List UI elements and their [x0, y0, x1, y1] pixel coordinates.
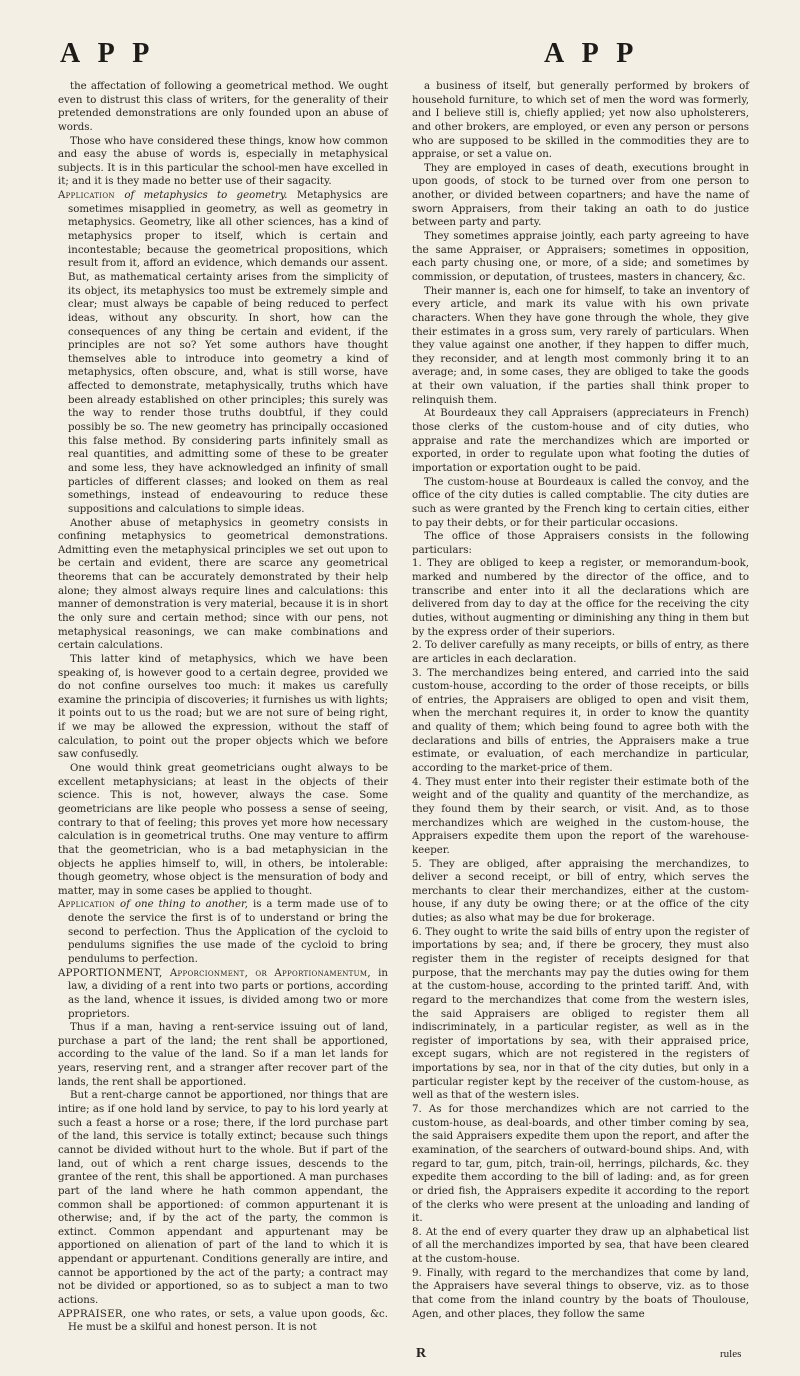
entry-subhead: of one thing to another, — [120, 899, 253, 911]
numbered-paragraph: 9. Finally, with regard to the merchandizes that come by land, the Appraisers have several things to observe, viz. as to those that come from the inland country by the boats of Thoulouse, Agen, and other places, they follow the same — [412, 1267, 749, 1320]
paragraph: the affectation of following a geometrical method. We ought even to distrust this class of writers, for the generality of their pretended demonstrations are only founded upon an abuse of words. — [58, 81, 388, 133]
dictionary-entry — [58, 967, 388, 1022]
entry-headword: Application — [58, 899, 121, 911]
dictionary-entry — [58, 898, 388, 966]
dictionary-entry — [58, 1308, 388, 1335]
paragraph: Another abuse of metaphysics in geometry consists in confining metaphysics to geometrical demonstrations. Admitting even the metaphysical principles we set out upon to be certain and evident, there are scarce any geometrical theorems that can be accurately demonstrated by their help alone; they almost always require lines and calculations: this manner of demonstration is very material, because it is in short the only sure and certain method; since with our pens, not metaphysical reasonings, we can make combinations and certain calculations. — [58, 517, 388, 652]
paragraph: They sometimes appraise jointly, each party agreeing to have the same Appraiser, or Appraisers; sometimes in opposition, each party chusing one, or more, of a side; and sometimes by commission, or deputation, of trustees, masters in chancery, &c. — [412, 231, 749, 283]
entry-text: one who rates, or sets, a value upon goods, &c. He must be a skilful and honest person. It is not — [68, 1308, 389, 1334]
paragraph: Thus if a man, having a rent-service issuing out of land, purchase a part of the land; the rent shall be apportioned, according to the value of the land. So if a man let lands for years, reserving rent, and a stranger after recover part of the lands, the rent shall be apportioned. — [58, 1022, 388, 1088]
numbered-paragraph: 1. They are obliged to keep a register, or memorandum-book, marked and numbered by the director of the office, and to transcribe and enter into it all the declarations which are delivered from day to day at the office for the receiving the city duties, without augmenting or diminishing any thing in them but by the express order of their superiors. — [412, 558, 749, 638]
paragraph: They are employed in cases of death, executions brought in upon goods, of stock to be turned over from one person to another, or divided between copartners; and have the name of sworn Appraisers, from their taking an oath to do justice between party and party. — [412, 162, 749, 229]
signature-mark: R — [416, 1346, 427, 1361]
paragraph: Their manner is, each one for himself, to take an inventory of every article, and mark its value with his own private characters. When they have gone through the whole, they give their estimates in a gross sum, very rarely of particulars. When they value against one another, if they happen to differ much, they reconsider, and at length most commonly bring it to an average; and, in some cases, they are obliged to take the goods at their own valuation, if the parties shall think proper to relinquish them. — [412, 285, 749, 406]
entry-headword: APPRAISER, — [58, 1308, 132, 1320]
entry-headword: APPORTIONMENT, Apporcionment, or Apportionamentum, — [58, 967, 379, 979]
catchword: rules — [720, 1348, 742, 1360]
paragraph: a business of itself, but generally performed by brokers of household furniture, to which set of men the word was formerly, and I believe still is, chiefly applied; yet now also upholsterers, and other brokers, are employed, or even any person or persons who are supposed to be skilled in the commodities they are to appraise, or set a value on. — [412, 81, 749, 161]
paragraph: This latter kind of metaphysics, which we have been speaking of, is however good to a certain degree, provided we do not confine ourselves too much: it makes us carefully examine the principia of discoveries; it furnishes us with lights; it points out to us the road; but we are not sure of being right, if we may be allowed the expression, without the staff of calculation, to point out the proper objects which we before saw confusedly. — [58, 653, 388, 761]
numbered-paragraph: 5. They are obliged, after appraising the merchandizes, to deliver a second receipt, or bill of entry, which serves the merchants to clear their merchandizes, either at the custom-house, if any duty be owing there; or at the office of the city duties; as also what may be due for brokerage. — [412, 858, 749, 925]
entry-text: is a term made use of to denote the service the first is of to understand or bring the second to perfection. Thus the Application of the cycloid to pendulums signifies the use made of the cycloid to bring pendulums to perfection. — [68, 899, 388, 965]
paragraph: Those who have considered these things, know how common and easy the abuse of words is, especially in metaphysical subjects. It is in this particular the school-men have excelled in it; and it is they made no better use of their sagacity. — [58, 135, 388, 188]
entry-text: Metaphysics are sometimes misapplied in geometry, as well as geometry in metaphysics. Geometry, like all other sciences, has a kind of metaphysics proper to itself, which is certain and incontestable; because the geometrical propositions, which result from it, afford an evidence, which demands our assent. But, as mathematical certainty arises from the simplicity of its object, its metaphysics too must be extremely simple and clear; must always be capable of being reduced to perfect ideas, without any obscurity. In short, how can the consequences of any thing be certain and evident, if the principles are not so? Yet some authors have thought themselves able to introduce into geometry a kind of metaphysics, often obscure, and, what is still worse, have affected to demonstrate, metaphysically, truths which have been already established on other principles; this surely was the way to render those truths doubtful, if they could possibly be so. The new geometry has principally occasioned this false method. By considering parts infinitely small as real quantities, and admitting some of these to be greater and some less, they have acknowledged an infinity of small particles of different classes; and looked on them as real somethings, instead of endeavouring to reduce these suppositions and calculations to simple ideas. — [68, 190, 388, 515]
paragraph: The office of those Appraisers consists in the following particulars: — [412, 531, 749, 556]
paragraph: But a rent-charge cannot be apportioned, nor things that are intire; as if one hold land by service, to pay to his lord yearly at such a feast a horse or a rose; there, if the lord purchase part of the land, this service is totally extinct; because such things cannot be divided without hurt to the whole. But if part of the land, out of which a rent charge issues, descends to the grantee of the rent, this shall be apportioned. A man purchases part of the land where he hath common appendant, the common shall be apportioned: of common appurtenant it is otherwise; and, if by the act of the party, the common is extinct. Common appendant and appurtenant may be apportioned on alienation of part of the land to which it is appendant or appurtenant. Conditions generally are intire, and cannot be apportioned by the act of the party; a contract may not be divided or apportioned, so as to subject a man to two actions. — [58, 1090, 388, 1307]
paragraph: The custom-house at Bourdeaux is called the convoy, and the office of the city duties is called comptablie. The city duties are such as were granted by the French king to certain cities, either to pay their debts, or for their particular occasions. — [412, 476, 749, 529]
numbered-paragraph: 8. At the end of every quarter they draw up an alphabetical list of all the merchandizes imported by sea, that have been cleared at the custom-house. — [412, 1226, 749, 1266]
paragraph: At Bourdeaux they call Appraisers (appreciateurs in French) those clerks of the custom-house and of city duties, who appraise and rate the merchandizes which are imported or exported, in order to regulate upon what footing the duties of importation or exportation ought to be paid. — [412, 408, 749, 474]
entry-subhead: of metaphysics to geometry. — [124, 190, 297, 202]
numbered-paragraph: 4. They must enter into their register their estimate both of the weight and of the quality and quantity of the merchandize, as they found them by their search, or visit. And, as to those merchandizes which are weighed in the custom-house, the Appraisers expedite them upon the report of the warehouse-keeper. — [412, 776, 749, 856]
numbered-paragraph: 7. As for those merchandizes which are not carried to the custom-house, as deal-boards, and other timber coming by sea, the said Appraisers expedite them upon the report, and after the examination, of the searchers of outward-bound ships. And, with regard to tar, gum, pitch, train-oil, herrings, pilchards, &c. they expedite them according to the bill of lading: and, as for green or dried fish, the Appraisers expedite it according to the report of the clerks who were present at the unloading and landing of it. — [412, 1104, 749, 1225]
running-head-left: A P P — [60, 38, 156, 69]
numbered-paragraph: 2. To deliver carefully as many receipts, or bills of entry, as there are articles in each declaration. — [412, 640, 749, 665]
dictionary-entry — [58, 189, 388, 516]
running-head-right: A P P — [544, 38, 640, 69]
entry-text: in law, a dividing of a rent into two parts or portions, according as the land, whence it issues, is divided among two or more proprietors. — [68, 967, 388, 1020]
numbered-paragraph: 6. They ought to write the said bills of entry upon the register of importations by sea; and, if there be grocery, they must also register them in the register of receipts designed for that purpose, that the merchants may pay the duties owing for them at the custom-house, according to the printed tariff. And, with regard to the merchandizes that come from the western isles, the said Appraisers are obliged to register them all indiscriminately, in a particular register, as well as in the register of importations by sea, with their appraised price, except sugars, which are not registered in the registers of importations by sea, nor in that of the city duties, but only in a particular register kept by the receiver of the custom-house, as well as that of the western isles. — [412, 926, 749, 1102]
entry-headword: Application — [58, 190, 125, 202]
numbered-paragraph: 3. The merchandizes being entered, and carried into the said custom-house, according to the order of those receipts, or bills of entries, the Appraisers are obliged to open and visit them, when the merchant requires it, in order to know the quantity and quality of them; which being found to agree both with the declarations and bills of entries, the Appraisers make a true estimate, or evaluation, of each merchandize in particular, according to the market-price of them. — [412, 667, 749, 775]
left-column — [58, 80, 388, 1335]
paragraph: One would think great geometricians ought always to be excellent metaphysicians; at least in the objects of their science. This is not, however, always the case. Some geometricians are like people who possess a sense of seeing, contrary to that of feeling; this proves yet more how necessary calculation is in geometrical truths. One may venture to affirm that the geometrician, who is a bad metaphysician in the objects he applies himself to, will, in others, be intolerable: though geometry, whose object is the mensuration of body and matter, may in some cases be applied to thought. — [58, 763, 388, 897]
right-column — [412, 80, 749, 1321]
